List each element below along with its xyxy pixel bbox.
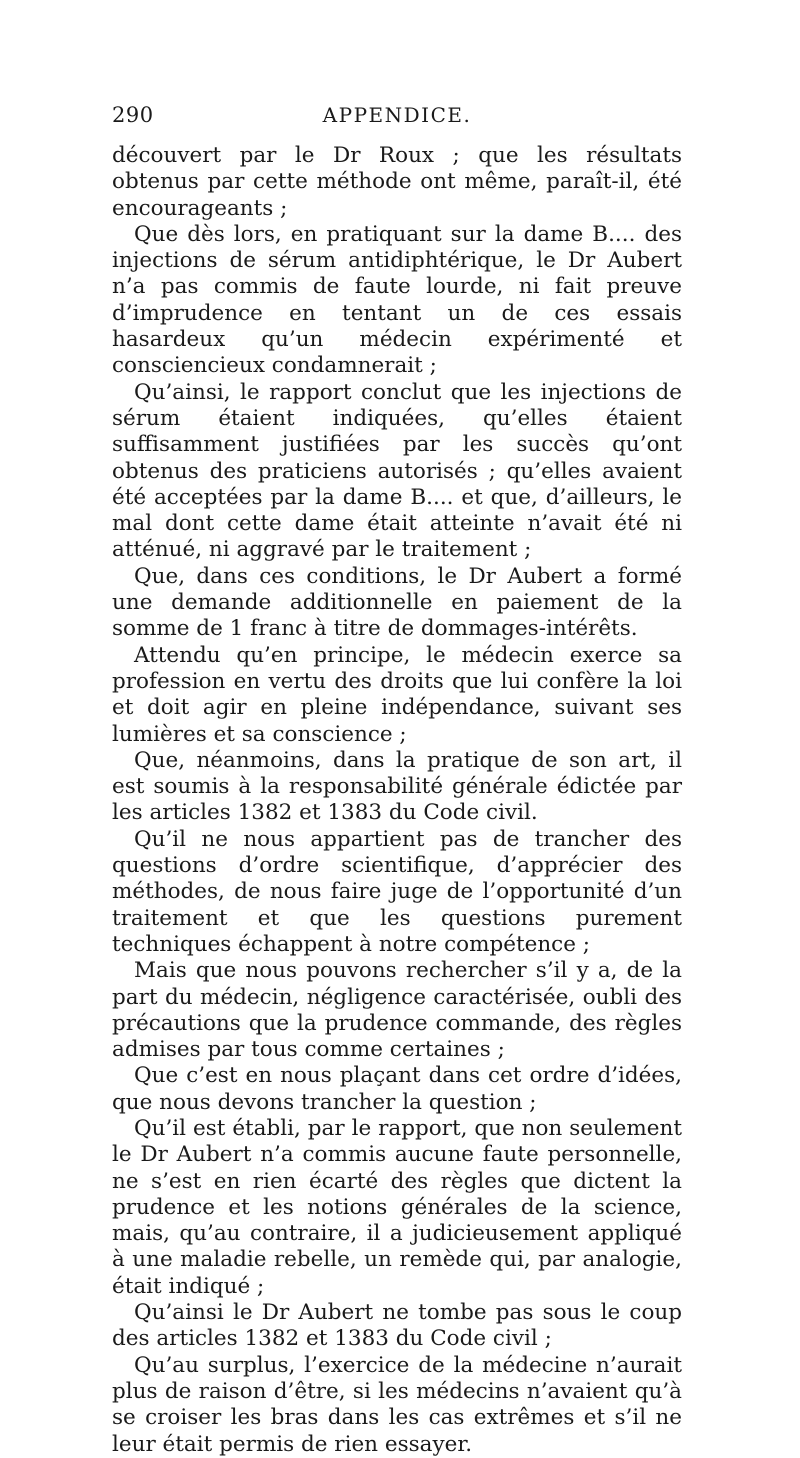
paragraph-4: Que, dans ces conditions, le Dr Aubert a formé une demande additionnelle en paiement de la somme de 1 franc à titre de dommages-intérêts. — [112, 563, 682, 642]
paragraph-2: Que dès lors, en pratiquant sur la dame B.... des injections de sérum antidiphtérique, le Dr Aubert n’a pas commis de faute lourde, ni fait preuve d’imprudence en tentant un de ces essais hasardeux qu’un médecin expérimenté et consciencieux condamnerait ; — [112, 221, 682, 379]
paragraph-12: Qu’au surplus, l’exercice de la médecine n’aurait plus de raison d’être, si les médecins n’avaient qu’à se croiser les bras dans les cas extrêmes et s’il ne leur était permis de rien essayer. — [112, 1352, 682, 1457]
paragraph-6: Que, néanmoins, dans la pratique de son art, il est soumis à la responsabilité générale édictée par les articles 1382 et 1383 du Code civil. — [112, 747, 682, 826]
running-head: APPENDICE. — [322, 103, 472, 127]
paragraph-10: Qu’il est établi, par le rapport, que non seulement le Dr Aubert n’a commis aucune faute personnelle, ne s’est en rien écarté des règles que dictent la prudence et les notions générales de la science, mais, qu’au contraire, il a judicieusement appliqué à une maladie rebelle, un remède qui, par analogie, était indiqué ; — [112, 1115, 682, 1299]
body-text — [112, 143, 682, 1458]
paragraph-1: découvert par le Dr Roux ; que les résultats obtenus par cette méthode ont même, paraît-il, été encourageants ; — [112, 143, 682, 221]
page-header — [112, 103, 682, 133]
paragraph-7: Qu’il ne nous appartient pas de trancher des questions d’ordre scientifique, d’apprécier des méthodes, de nous faire juge de l’opportunité d’un traitement et que les questions purement techniques échappent à notre compétence ; — [112, 826, 682, 957]
paragraph-8: Mais que nous pouvons rechercher s’il y a, de la part du médecin, négligence caractérisée, oubli des précautions que la prudence commande, des règles admises par tous comme certaines ; — [112, 958, 682, 1063]
paragraph-5: Attendu qu’en principe, le médecin exerce sa profession en vertu des droits que lui confère la loi et doit agir en pleine indépendance, suivant ses lumières et sa conscience ; — [112, 642, 682, 747]
paragraph-9: Que c’est en nous plaçant dans cet ordre d’idées, que nous devons trancher la question ; — [112, 1063, 682, 1115]
page-number: 290 — [112, 103, 154, 127]
paragraph-3: Qu’ainsi, le rapport conclut que les injections de sérum étaient indiquées, qu’elles étaient suffisamment justifiées par les succès qu’ont obtenus des praticiens autorisés ; qu’elles avaient été acceptées par la dame B.... et que, d’ailleurs, le mal dont cette dame était atteinte n’avait été ni atténué, ni aggravé par le traitement ; — [112, 379, 682, 563]
paragraph-11: Qu’ainsi le Dr Aubert ne tombe pas sous le coup des articles 1382 et 1383 du Code civil ; — [112, 1300, 682, 1352]
